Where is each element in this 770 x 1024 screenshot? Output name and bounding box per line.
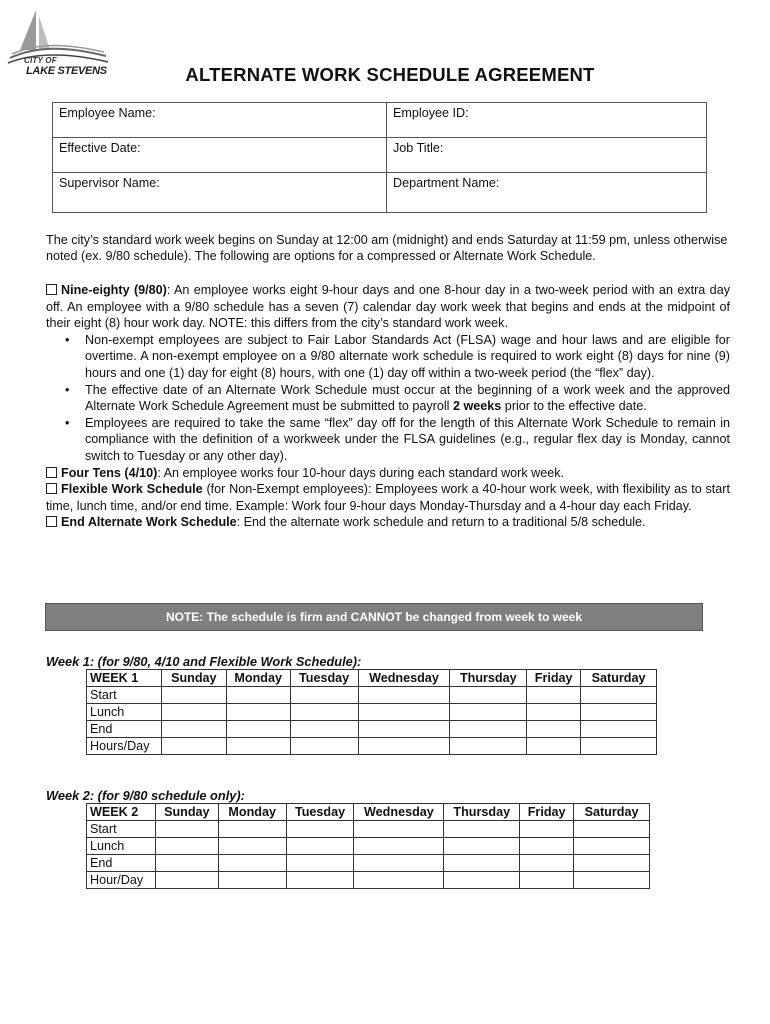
checkbox-icon[interactable]: [46, 467, 57, 478]
end-label: End Alternate Work Schedule: [61, 515, 237, 530]
table-cell[interactable]: [155, 821, 218, 838]
table-cell[interactable]: [520, 855, 574, 872]
table-cell[interactable]: [290, 721, 358, 738]
week1-col-friday: Friday: [527, 670, 581, 687]
week2-col-saturday: Saturday: [574, 804, 650, 821]
table-cell[interactable]: [290, 738, 358, 755]
table-row: [87, 738, 657, 755]
table-cell[interactable]: [358, 738, 450, 755]
week2-col-label: WEEK 2: [87, 804, 156, 821]
checkbox-icon[interactable]: [46, 516, 57, 527]
bullet-flsa: • Non-exempt employees are subject to Fair Labor Standards Act (FLSA) wage and hour laws and are eligible for overtime. A non-exempt employee on a 9/80 alternate work schedule is required to work eight (8) days for nine (9) hours and one (1) day for eight (8) hours, with one (1) day off within a two-week period (the “flex” day).: [62, 332, 730, 382]
option-end: [46, 514, 730, 531]
table-row: [87, 704, 657, 721]
bullet-effective-date-post: prior to the effective date.: [501, 399, 647, 414]
table-cell[interactable]: [161, 721, 226, 738]
week1-col-saturday: Saturday: [581, 670, 657, 687]
effective-date-field[interactable]: [53, 138, 387, 173]
table-cell[interactable]: [161, 704, 226, 721]
table-cell[interactable]: [286, 872, 354, 889]
table-cell[interactable]: [155, 872, 218, 889]
table-cell[interactable]: [574, 821, 650, 838]
bullet-effective-date: [62, 382, 730, 415]
week1-col-thursday: Thursday: [450, 670, 527, 687]
nine-eighty-text: : An employee works eight 9-hour days and one 8-hour day in a two-week period with an extra day off. An employee with a 9/80 schedule has a seven (7) calendar day work week that begins and ends at the midpoint of their eight (8) hour work day. NOTE: this differs from the city’s standard work week.: [46, 283, 730, 331]
table-cell[interactable]: [574, 872, 650, 889]
employee-info-table: [52, 102, 707, 213]
supervisor-name-field[interactable]: [53, 173, 387, 213]
table-cell[interactable]: [226, 704, 290, 721]
table-cell[interactable]: [527, 721, 581, 738]
bullet-flex-day: • Employees are required to take the same “flex” day off for the length of this Alternate Work Schedule to remain in compliance with the definition of a workweek under the FLSA guidelines (e.g., regular flex day is Monday, cannot switch to Tuesday or any other day).: [62, 415, 730, 465]
week2-col-thursday: Thursday: [444, 804, 520, 821]
week2-row-end: End: [87, 855, 156, 872]
table-cell[interactable]: [358, 721, 450, 738]
table-cell[interactable]: [520, 821, 574, 838]
week1-col-sunday: Sunday: [161, 670, 226, 687]
table-cell[interactable]: [354, 821, 444, 838]
table-cell[interactable]: [226, 721, 290, 738]
week1-col-monday: Monday: [226, 670, 290, 687]
page-title: ALTERNATE WORK SCHEDULE AGREEMENT: [185, 64, 595, 85]
table-cell[interactable]: [354, 838, 444, 855]
table-cell[interactable]: [286, 855, 354, 872]
table-cell[interactable]: [581, 704, 657, 721]
table-cell[interactable]: [290, 687, 358, 704]
week2-col-sunday: Sunday: [155, 804, 218, 821]
table-cell[interactable]: [581, 738, 657, 755]
table-cell[interactable]: [574, 855, 650, 872]
supervisor-name-label: Supervisor Name:: [59, 176, 160, 190]
week2-row-hours: Hour/Day: [87, 872, 156, 889]
schedule-options: [46, 282, 730, 531]
logo-city-of: CITY OF: [24, 56, 57, 65]
week1-schedule-table: [86, 669, 657, 755]
table-row: [87, 838, 650, 855]
week2-heading: Week 2: (for 9/80 schedule only):: [46, 788, 245, 803]
table-cell[interactable]: [450, 704, 527, 721]
table-cell[interactable]: [358, 687, 450, 704]
table-cell[interactable]: [286, 821, 354, 838]
table-cell[interactable]: [574, 838, 650, 855]
week1-col-wednesday: Wednesday: [358, 670, 450, 687]
week1-row-hours: Hours/Day: [87, 738, 162, 755]
table-cell[interactable]: [444, 872, 520, 889]
flexible-text: (for Non-Exempt employees): Employees work a 40-hour work week, with flexibility as to start time, lunch time, and/or end time. Example: Work four 9-hour days Monday-Thursday and a 4-hour day each Friday.: [46, 482, 730, 513]
table-cell[interactable]: [358, 704, 450, 721]
table-cell[interactable]: [161, 738, 226, 755]
week2-col-monday: Monday: [218, 804, 286, 821]
option-nine-eighty: [46, 282, 730, 332]
table-cell[interactable]: [527, 687, 581, 704]
week1-row-lunch: Lunch: [87, 704, 162, 721]
table-cell[interactable]: [290, 704, 358, 721]
intro-paragraph: The city’s standard work week begins on Sunday at 12:00 am (midnight) and ends Saturday at 11:59 pm, unless otherwise noted (ex. 9/80 schedule). The following are options for a compressed or Alternate Work Schedule.: [46, 233, 728, 263]
table-cell[interactable]: [155, 838, 218, 855]
option-flexible: [46, 481, 730, 514]
four-tens-label: Four Tens (4/10): [61, 465, 158, 480]
nine-eighty-label: Nine-eighty (9/80): [61, 283, 167, 297]
table-row: [87, 687, 657, 704]
table-cell[interactable]: [226, 738, 290, 755]
table-cell[interactable]: [444, 838, 520, 855]
table-cell[interactable]: [354, 872, 444, 889]
table-row: [87, 872, 650, 889]
table-cell[interactable]: [286, 838, 354, 855]
checkbox-icon[interactable]: [46, 284, 57, 295]
week2-col-wednesday: Wednesday: [354, 804, 444, 821]
week1-col-label: WEEK 1: [87, 670, 162, 687]
employee-id-label: Employee ID:: [393, 106, 469, 120]
table-cell[interactable]: [450, 687, 527, 704]
week2-col-tuesday: Tuesday: [286, 804, 354, 821]
table-cell[interactable]: [226, 687, 290, 704]
job-title-label: Job Title:: [393, 141, 444, 155]
table-cell[interactable]: [218, 821, 286, 838]
table-cell[interactable]: [450, 721, 527, 738]
four-tens-text: : An employee works four 10-hour days during each standard work week.: [157, 465, 565, 480]
bullet-effective-date-bold: 2 weeks: [452, 399, 502, 414]
week2-col-friday: Friday: [520, 804, 574, 821]
employee-name-label: Employee Name:: [59, 106, 156, 120]
table-row: [87, 821, 650, 838]
week1-header-row: [87, 670, 657, 687]
table-cell[interactable]: [527, 738, 581, 755]
employee-id-field[interactable]: [387, 103, 707, 138]
employee-name-field[interactable]: [53, 103, 387, 138]
week2-row-lunch: Lunch: [87, 838, 156, 855]
table-row: [87, 855, 650, 872]
table-cell[interactable]: [155, 855, 218, 872]
week2-row-start: Start: [87, 821, 156, 838]
table-cell[interactable]: [218, 872, 286, 889]
table-cell[interactable]: [450, 738, 527, 755]
week2-header-row: [87, 804, 650, 821]
week1-row-start: Start: [87, 687, 162, 704]
job-title-field[interactable]: [387, 138, 707, 173]
table-cell[interactable]: [161, 687, 226, 704]
effective-date-label: Effective Date:: [59, 141, 141, 155]
end-text: : End the alternate work schedule and return to a traditional 5/8 schedule.: [236, 515, 646, 530]
nine-eighty-bullets: [46, 332, 730, 465]
table-row: [87, 721, 657, 738]
table-cell[interactable]: [218, 838, 286, 855]
department-name-label: Department Name:: [393, 176, 500, 190]
bullet-effective-date-pre: The effective date of an Alternate Work Schedule must occur at the beginning of a work week and the approved Alternate Work Schedule Agreement must be submitted to payroll: [85, 382, 730, 414]
table-cell[interactable]: [520, 872, 574, 889]
option-four-tens: [46, 465, 730, 482]
note-bar: NOTE: The schedule is firm and CANNOT be changed from week to week: [45, 603, 703, 631]
table-cell[interactable]: [444, 855, 520, 872]
table-cell[interactable]: [444, 821, 520, 838]
week1-heading: Week 1: (for 9/80, 4/10 and Flexible Work Schedule):: [46, 654, 362, 669]
table-cell[interactable]: [527, 704, 581, 721]
week1-row-end: End: [87, 721, 162, 738]
checkbox-icon[interactable]: [46, 483, 57, 494]
department-name-field[interactable]: [387, 173, 707, 213]
flexible-label: Flexible Work Schedule: [61, 482, 203, 497]
logo-city-name: LAKE STEVENS: [26, 65, 107, 77]
table-cell[interactable]: [354, 855, 444, 872]
week2-schedule-table: [86, 803, 650, 889]
table-cell[interactable]: [581, 721, 657, 738]
table-cell[interactable]: [520, 838, 574, 855]
table-cell[interactable]: [218, 855, 286, 872]
table-cell[interactable]: [581, 687, 657, 704]
week1-col-tuesday: Tuesday: [290, 670, 358, 687]
